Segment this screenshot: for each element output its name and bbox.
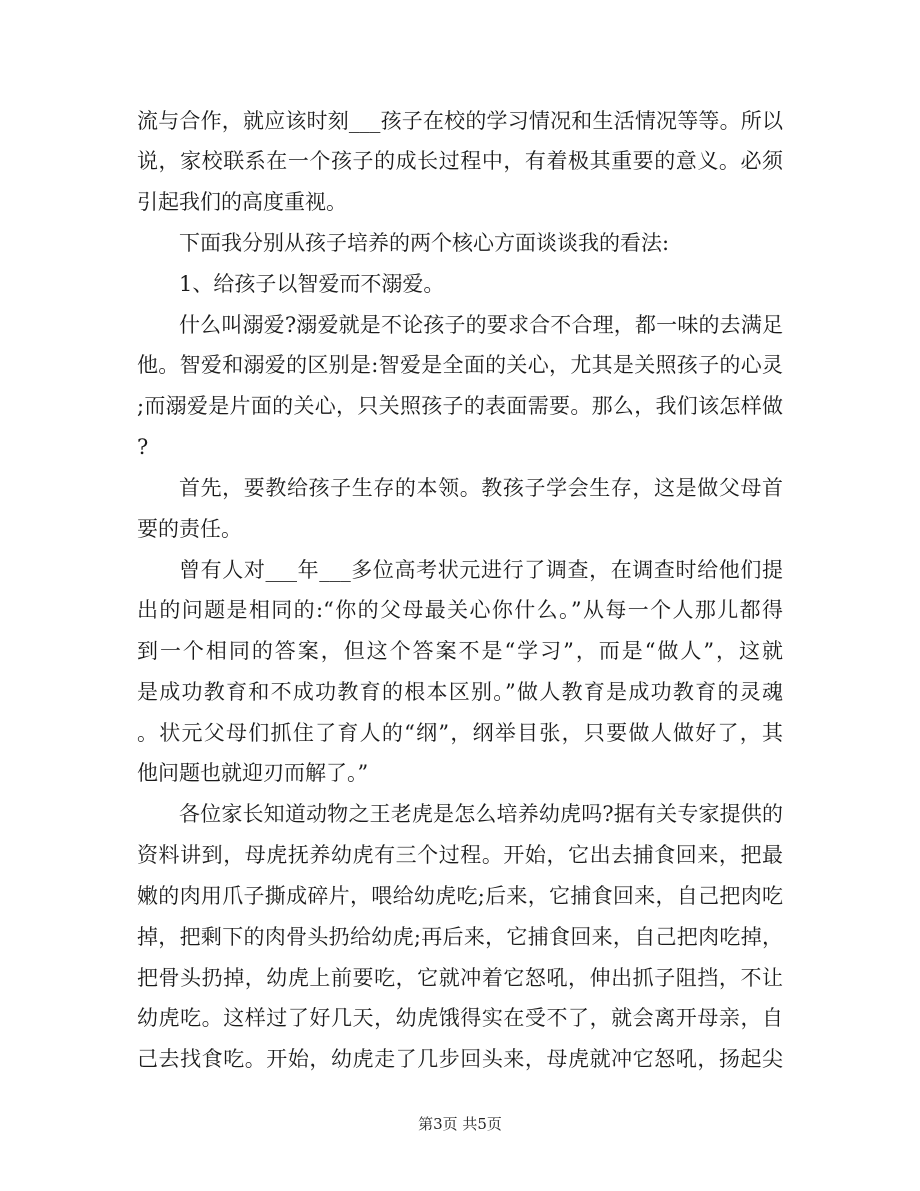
text-line: 掉，把剩下的肉骨头扔给幼虎;再后来，它捕食回来，自己把肉吃掉， — [137, 925, 783, 949]
text-line: 引起我们的高度重视。 — [137, 190, 347, 214]
text-line: 资料讲到，母虎抚养幼虎有三个过程。开始，它出去捕食回来，把最 — [137, 843, 783, 867]
text-line: 说，家校联系在一个孩子的成长过程中，有着极其重要的意义。必须 — [137, 149, 783, 173]
text-line: 什么叫溺爱?溺爱就是不论孩子的要求合不合理，都一味的去满足 — [179, 313, 783, 337]
text-line: 是成功教育和不成功教育的根本区别。”做人教育是成功教育的灵魂 — [137, 680, 783, 704]
text-line: 出的问题是相同的:“你的父母最关心你什么。”从每一个人那儿都得 — [137, 598, 783, 622]
text-line: ;而溺爱是片面的关心，只关照孩子的表面需要。那么，我们该怎样做 — [137, 394, 783, 418]
text-line: 下面我分别从孩子培养的两个核心方面谈谈我的看法: — [179, 231, 670, 255]
list-item-heading: 1、给孩子以智爱而不溺爱。 — [179, 272, 445, 296]
text-line: 他。智爱和溺爱的区别是:智爱是全面的关心，尤其是关照孩子的心灵 — [137, 353, 783, 377]
text-line: 。状元父母们抓住了育人的“纲”，纲举目张，只要做人做好了，其 — [137, 721, 783, 745]
text-line: ? — [137, 435, 149, 459]
text-line: 曾有人对___年___多位高考状元进行了调查，在调查时给他们提 — [179, 558, 783, 582]
text-line: 首先，要教给孩子生存的本领。教孩子学会生存，这是做父母首 — [179, 476, 783, 500]
text-line: 各位家长知道动物之王老虎是怎么培养幼虎吗?据有关专家提供的 — [179, 802, 783, 826]
text-line: 流与合作，就应该时刻___孩子在校的学习情况和生活情况等等。所以 — [137, 109, 783, 133]
text-line: 要的责任。 — [137, 517, 242, 541]
text-line: 把骨头扔掉，幼虎上前要吃，它就冲着它怒吼，伸出抓子阻挡，不让 — [137, 966, 783, 990]
text-line: 到一个相同的答案，但这个答案不是“学习”，而是“做人”，这就 — [137, 639, 783, 663]
text-line: 己去找食吃。开始，幼虎走了几步回头来，母虎就冲它怒吼，扬起尖 — [137, 1047, 783, 1071]
text-line: 他问题也就迎刃而解了。” — [137, 761, 369, 785]
text-line: 幼虎吃。这样过了好几天，幼虎饿得实在受不了，就会离开母亲，自 — [137, 1006, 783, 1030]
text-line: 嫩的肉用爪子撕成碎片，喂给幼虎吃;后来，它捕食回来，自己把肉吃 — [137, 884, 783, 908]
page-number: 第3页 共5页 — [418, 1115, 502, 1133]
